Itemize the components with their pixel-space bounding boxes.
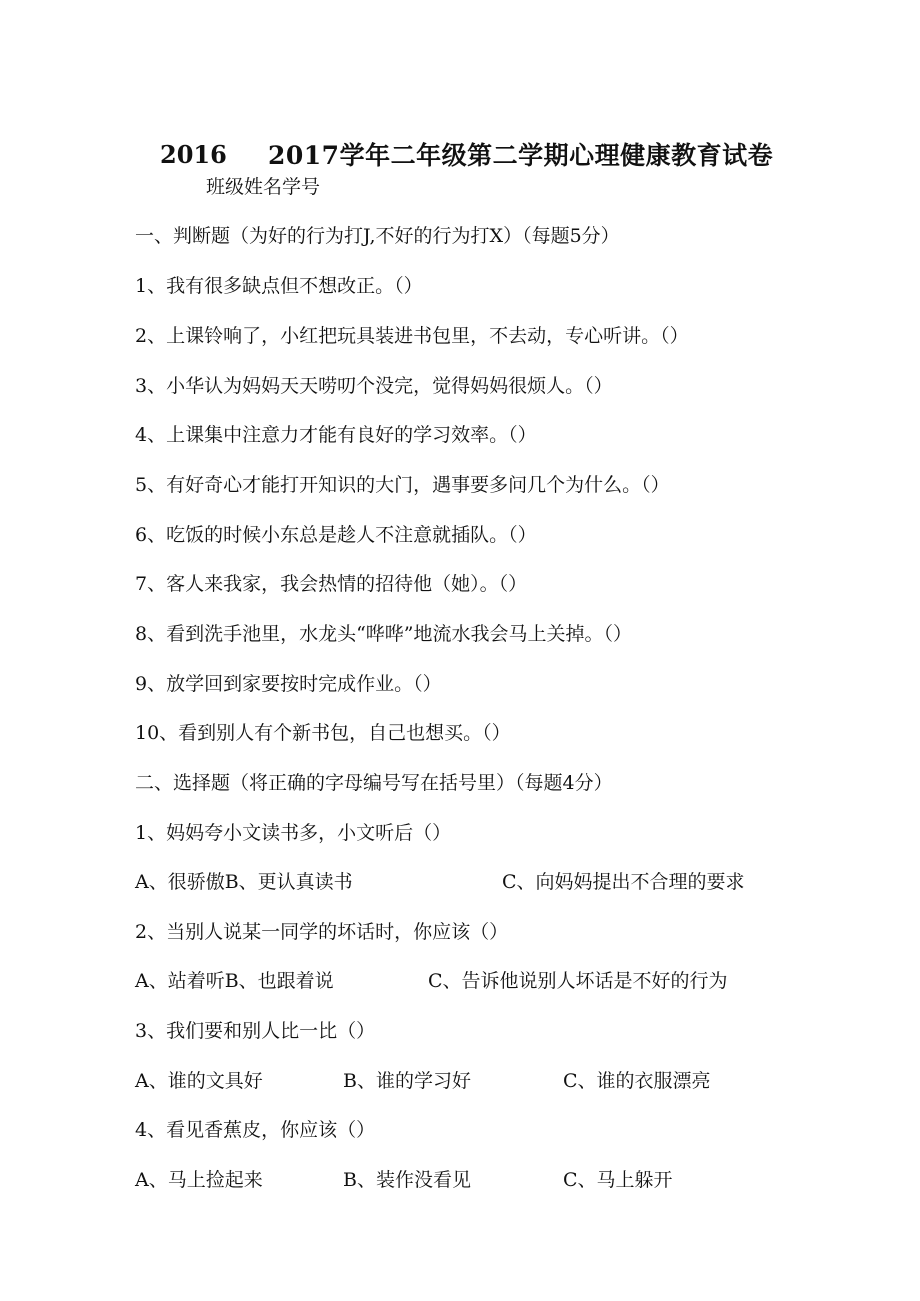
choice-question: 3、我们要和别人比一比（） [135, 1020, 376, 1042]
choice-option: A、谁的文具好 [135, 1070, 263, 1092]
judgement-item: 8、看到洗手池里，水龙头“哗哗”地流水我会马上关掉。（） [135, 623, 633, 645]
judgement-item: 7、客人来我家，我会热情的招待他（她）。（） [135, 573, 528, 595]
choice-question: 1、妈妈夸小文读书多，小文听后（） [135, 822, 452, 844]
choice-question: 4、看见香蕉皮，你应该（） [135, 1119, 376, 1141]
choice-option: B、谁的学习好 [343, 1070, 471, 1092]
choice-option: A、站着听B、也跟着说 [135, 970, 334, 992]
choice-option: B、装作没看见 [343, 1169, 471, 1191]
student-info-line: 班级姓名学号 [206, 176, 321, 198]
choice-option: A、很骄傲B、更认真读书 [135, 871, 353, 893]
judgement-item: 2、上课铃响了，小红把玩具装进书包里，不去动，专心听讲。（） [135, 325, 689, 347]
judgement-item: 6、吃饭的时候小东总是趁人不注意就插队。（） [135, 524, 537, 546]
choice-option: C、马上躲开 [563, 1169, 673, 1191]
choice-option: C、谁的衣服漂亮 [563, 1070, 711, 1092]
choice-question: 2、当别人说某一同学的坏话时，你应该（） [135, 921, 509, 943]
choice-option: C、向妈妈提出不合理的要求 [502, 871, 745, 893]
judgement-item: 5、有好奇心才能打开知识的大门，遇事要多问几个为什么。（） [135, 474, 670, 496]
choice-option: A、马上捡起来 [135, 1169, 263, 1191]
section2-heading: 二、选择题（将正确的字母编号写在括号里）（每题4分） [135, 772, 613, 794]
exam-title [0, 136, 920, 176]
section1-heading: 一、判断题（为好的行为打J,不好的行为打X）（每题5分） [135, 225, 620, 247]
choice-option: C、告诉他说别人坏话是不好的行为 [428, 970, 728, 992]
judgement-item: 9、放学回到家要按时完成作业。（） [135, 673, 442, 695]
title-main: 2017学年二年级第二学期心理健康教育试卷 [268, 141, 774, 170]
judgement-item: 1、我有很多缺点但不想改正。（） [135, 275, 423, 297]
judgement-item: 10、看到别人有个新书包，自己也想买。（） [135, 722, 511, 744]
judgement-item: 3、小华认为妈妈天天唠叨个没完，觉得妈妈很烦人。（） [135, 375, 613, 397]
title-year-start: 2016 [160, 140, 227, 169]
judgement-item: 4、上课集中注意力才能有良好的学习效率。（） [135, 424, 537, 446]
